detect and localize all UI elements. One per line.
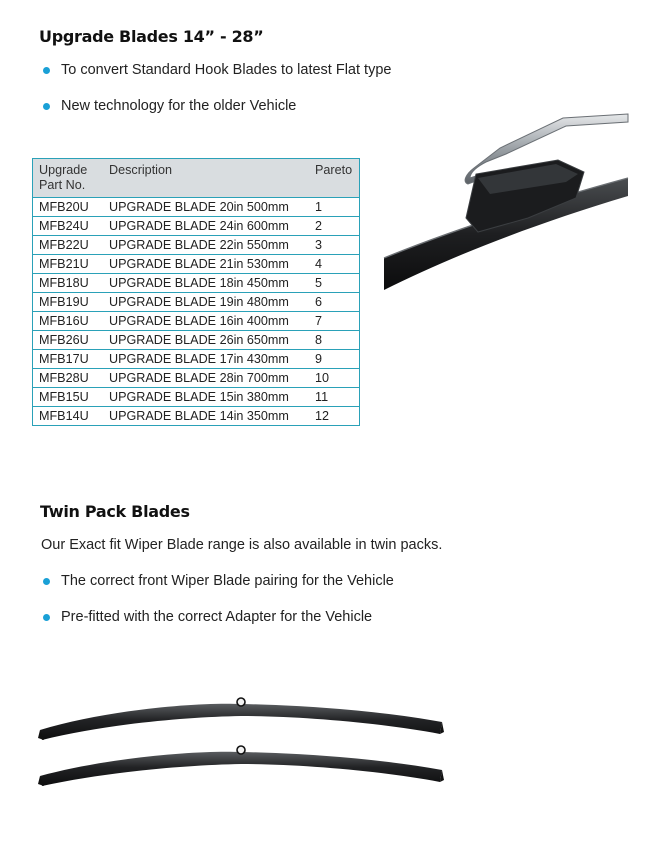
description-cell: UPGRADE BLADE 24in 600mm: [103, 217, 309, 236]
pareto-cell: 11: [309, 388, 360, 407]
upgrade-bullet-2: [43, 98, 296, 114]
table-row: [33, 388, 360, 407]
table-header-row: [33, 159, 360, 198]
description-cell: UPGRADE BLADE 18in 450mm: [103, 274, 309, 293]
wiper-blade-with-hook-arm-image: [378, 108, 630, 298]
description-cell: UPGRADE BLADE 21in 530mm: [103, 255, 309, 274]
twin-bullet-1: [43, 573, 394, 589]
table-row: [33, 369, 360, 388]
bullet-text: New technology for the older Vehicle: [61, 98, 297, 114]
part-no-cell: MFB24U: [33, 217, 104, 236]
part-no-cell: MFB15U: [33, 388, 104, 407]
twin-bullet-2: [43, 609, 372, 625]
pareto-cell: 12: [309, 407, 360, 426]
description-cell: UPGRADE BLADE 19in 480mm: [103, 293, 309, 312]
table-row: [33, 217, 360, 236]
pareto-cell: 8: [309, 331, 360, 350]
table-row: [33, 198, 360, 217]
pareto-cell: 3: [309, 236, 360, 255]
part-no-cell: MFB22U: [33, 236, 104, 255]
pareto-cell: 5: [309, 274, 360, 293]
bullet-dot-icon: [43, 103, 50, 110]
description-cell: UPGRADE BLADE 28in 700mm: [103, 369, 309, 388]
bullet-dot-icon: [43, 578, 50, 585]
upgrade-parts-table: [32, 158, 360, 426]
bullet-text: The correct front Wiper Blade pairing for the Vehicle: [61, 573, 394, 589]
upgrade-blades-heading: Upgrade Blades 14” - 28”: [39, 27, 264, 46]
part-no-cell: MFB19U: [33, 293, 104, 312]
pareto-cell: 9: [309, 350, 360, 369]
part-no-cell: MFB14U: [33, 407, 104, 426]
twin-pack-intro: Our Exact fit Wiper Blade range is also available in twin packs.: [41, 537, 443, 553]
description-cell: UPGRADE BLADE 16in 400mm: [103, 312, 309, 331]
wiper-blade-2: [38, 746, 444, 786]
col-header-part-no: Upgrade Part No.: [33, 159, 104, 198]
description-cell: UPGRADE BLADE 26in 650mm: [103, 331, 309, 350]
part-no-cell: MFB16U: [33, 312, 104, 331]
table-row: [33, 331, 360, 350]
pareto-cell: 2: [309, 217, 360, 236]
description-cell: UPGRADE BLADE 15in 380mm: [103, 388, 309, 407]
bullet-text: To convert Standard Hook Blades to latest Flat type: [61, 62, 392, 78]
pareto-cell: 10: [309, 369, 360, 388]
col-header-description: Description: [103, 159, 309, 198]
table-row: [33, 274, 360, 293]
pareto-cell: 7: [309, 312, 360, 331]
description-cell: UPGRADE BLADE 17in 430mm: [103, 350, 309, 369]
table-row: [33, 407, 360, 426]
part-no-cell: MFB21U: [33, 255, 104, 274]
part-no-cell: MFB20U: [33, 198, 104, 217]
bullet-dot-icon: [43, 67, 50, 74]
description-cell: UPGRADE BLADE 22in 550mm: [103, 236, 309, 255]
table-row: [33, 350, 360, 369]
description-cell: UPGRADE BLADE 14in 350mm: [103, 407, 309, 426]
table-row: [33, 312, 360, 331]
wiper-blade-1: [38, 698, 444, 740]
bullet-text: Pre-fitted with the correct Adapter for the Vehicle: [61, 609, 373, 625]
part-no-cell: MFB26U: [33, 331, 104, 350]
part-no-cell: MFB28U: [33, 369, 104, 388]
table-row: [33, 236, 360, 255]
col-header-pareto: Pareto: [309, 159, 360, 198]
pareto-cell: 6: [309, 293, 360, 312]
twin-pack-wiper-blades-image: [36, 690, 446, 800]
description-cell: UPGRADE BLADE 20in 500mm: [103, 198, 309, 217]
table-row: [33, 255, 360, 274]
bullet-dot-icon: [43, 614, 50, 621]
pareto-cell: 4: [309, 255, 360, 274]
table-row: [33, 293, 360, 312]
twin-pack-heading: Twin Pack Blades: [40, 502, 190, 521]
part-no-cell: MFB17U: [33, 350, 104, 369]
upgrade-bullet-1: [43, 62, 391, 78]
part-no-cell: MFB18U: [33, 274, 104, 293]
pareto-cell: 1: [309, 198, 360, 217]
